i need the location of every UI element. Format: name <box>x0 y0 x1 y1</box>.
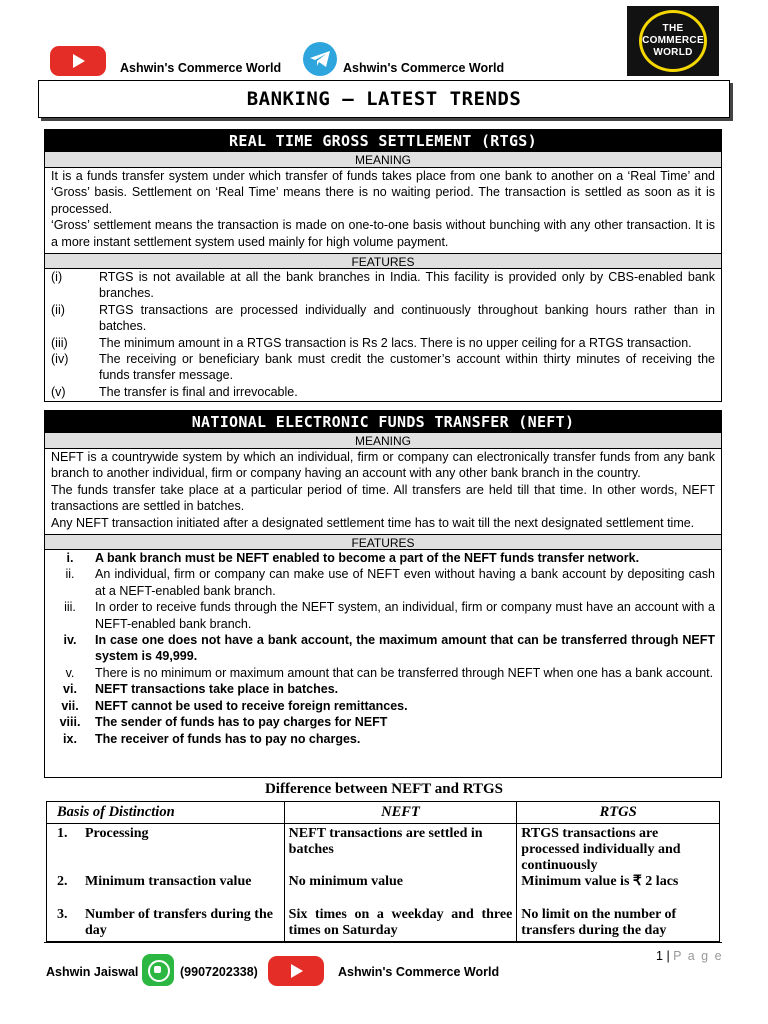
feature-number: (ii) <box>51 302 65 317</box>
table-header-row <box>47 802 720 824</box>
footer-divider <box>44 942 722 943</box>
youtube-channel-label: Ashwin's Commerce World <box>120 61 282 75</box>
header-neft: NEFT <box>284 802 517 824</box>
rtgs-meaning-para-1: It is a funds transfer system under which transfer of funds takes place from one bank to another on a ‘Real Time’ and ‘Gross’ basis. Settlement on ‘Real Time’ means there is no waiting period. The transaction is settled as soon as it is processed. <box>51 169 715 216</box>
feature-text: NEFT transactions take place in batches. <box>95 682 339 697</box>
header-basis: Basis of Distinction <box>47 802 285 824</box>
list-item <box>51 269 715 302</box>
feature-number: ix. <box>63 731 77 746</box>
feature-number: i. <box>66 551 74 566</box>
rtgs-meaning-header: MEANING <box>45 152 721 168</box>
feature-text: A bank branch must be NEFT enabled to become a part of the NEFT funds transfer network. <box>95 551 640 566</box>
whatsapp-icon <box>142 954 174 986</box>
row-rtgs: No limit on the number of transfers during the day <box>517 907 720 941</box>
row-basis: Number of transfers during the day <box>85 907 273 938</box>
feature-number: (v) <box>51 384 66 399</box>
page-sep: | <box>666 949 670 963</box>
neft-meaning-para-1: NEFT is a countrywide system by which an individual, firm or company can electronically transfer funds from any bank branch to another individual, firm or company having an account with any other bank branch in the country. <box>51 450 715 481</box>
rtgs-title: REAL TIME GROSS SETTLEMENT (RTGS) <box>45 130 721 152</box>
page-num-value: 1 <box>656 949 663 963</box>
neft-meaning-para-2: The funds transfer take place at a particular period of time. All transfers are held till that time. In other words, NEFT transactions are settled in batches. <box>51 482 715 514</box>
row-neft: NEFT transactions are settled in batches <box>284 824 517 875</box>
rtgs-section <box>44 129 722 402</box>
list-item <box>51 681 715 697</box>
youtube-icon <box>50 46 106 76</box>
page-number <box>656 949 723 963</box>
feature-text: The sender of funds has to pay charges for NEFT <box>95 715 388 730</box>
feature-text: In order to receive funds through the NEFT system, an individual, firm or company must have an account with a NEFT-enabled bank branch. <box>95 600 715 631</box>
phone-number: (9907202338) <box>180 965 258 979</box>
list-item <box>51 566 715 599</box>
page-title-box <box>38 80 730 118</box>
feature-number: v. <box>65 665 75 680</box>
feature-text: The transfer is final and irrevocable. <box>99 384 298 399</box>
feature-number: (iii) <box>51 335 68 350</box>
row-neft: No minimum value <box>284 874 517 907</box>
feature-text: There is no minimum or maximum amount that can be transferred through NEFT when one has a bank account. <box>95 665 714 680</box>
list-item <box>51 302 715 335</box>
list-item <box>51 384 715 400</box>
youtube-icon <box>268 956 324 986</box>
feature-text: The minimum amount in a RTGS transaction is Rs 2 lacs. There is no upper ceiling for a RTGS transaction. <box>99 335 692 350</box>
telegram-icon <box>303 42 337 76</box>
list-item <box>51 698 715 714</box>
rtgs-features-header: FEATURES <box>45 253 721 269</box>
feature-text: RTGS is not available at all the bank branches in India. This facility is provided only by CBS-enabled bank branches. <box>99 270 715 301</box>
list-item <box>51 665 715 681</box>
feature-number: iii. <box>64 600 76 615</box>
logo-line-2: COMMERCE <box>642 35 704 46</box>
list-item <box>51 714 715 730</box>
row-number: 3. <box>57 907 68 922</box>
list-item <box>51 351 715 384</box>
telegram-channel-label: Ashwin's Commerce World <box>343 61 505 75</box>
feature-number: ii. <box>65 567 75 582</box>
feature-text: The receiver of funds has to pay no charges. <box>95 731 361 746</box>
list-item <box>51 335 715 351</box>
row-number: 1. <box>57 826 68 841</box>
rtgs-meaning-para-2: ‘Gross’ settlement means the transaction is made on one-to-one basis without bunching with any other transaction. It is a more instant settlement system used mainly for high volume payment. <box>51 218 715 249</box>
table-row <box>47 907 720 941</box>
rtgs-features-list <box>45 269 721 400</box>
row-rtgs: Minimum value is ₹ 2 lacs <box>517 874 720 907</box>
table-row <box>47 874 720 907</box>
feature-number: (iv) <box>51 352 69 367</box>
list-item <box>51 599 715 632</box>
row-basis: Processing <box>85 826 149 841</box>
row-number: 2. <box>57 874 68 889</box>
neft-section <box>44 410 722 778</box>
page-word: P a g e <box>673 949 724 963</box>
neft-title: NATIONAL ELECTRONIC FUNDS TRANSFER (NEFT) <box>45 411 721 433</box>
page-title: BANKING – LATEST TRENDS <box>246 88 522 110</box>
feature-text: NEFT cannot be used to receive foreign remittances. <box>95 698 408 713</box>
feature-text: In case one does not have a bank account, the maximum amount that can be transferred through NEFT system is 49,999. <box>95 633 715 664</box>
table-row <box>47 824 720 875</box>
logo-line-3: WORLD <box>653 47 693 58</box>
feature-number: vii. <box>61 698 79 713</box>
difference-table <box>46 801 720 942</box>
neft-meaning-para-3: Any NEFT transaction initiated after a designated settlement time has to wait till the next designated settlement time. <box>51 515 695 530</box>
neft-features-list <box>45 550 721 747</box>
feature-text: The receiving or beneficiary bank must credit the customer’s account within thirty minutes of receiving the funds transfer message. <box>99 352 715 383</box>
difference-title: Difference between NEFT and RTGS <box>264 781 504 797</box>
header-rtgs: RTGS <box>517 802 720 824</box>
author-name: Ashwin Jaiswal <box>46 965 139 979</box>
feature-text: An individual, firm or company can make use of NEFT even without having a bank account by depositing cash at a NEFT-enabled bank branch. <box>95 567 715 598</box>
feature-number: iv. <box>63 633 77 648</box>
feature-number: vi. <box>63 682 77 697</box>
feature-number: viii. <box>59 715 81 730</box>
neft-meaning-header: MEANING <box>45 433 721 449</box>
logo-line-1: THE <box>662 23 684 34</box>
row-basis: Minimum transaction value <box>85 874 252 889</box>
footer-channel-label: Ashwin's Commerce World <box>338 965 500 979</box>
row-neft: Six times on a weekday and three times on Saturday <box>284 907 517 941</box>
list-item <box>51 550 715 566</box>
neft-features-header: FEATURES <box>45 534 721 550</box>
row-rtgs: RTGS transactions are processed individually and continuously <box>517 824 720 875</box>
brand-logo <box>627 6 719 76</box>
list-item <box>51 632 715 665</box>
feature-number: (i) <box>51 270 63 285</box>
feature-text: RTGS transactions are processed individually and continuously throughout banking hours rather than in batches. <box>99 302 715 334</box>
list-item <box>51 731 715 747</box>
